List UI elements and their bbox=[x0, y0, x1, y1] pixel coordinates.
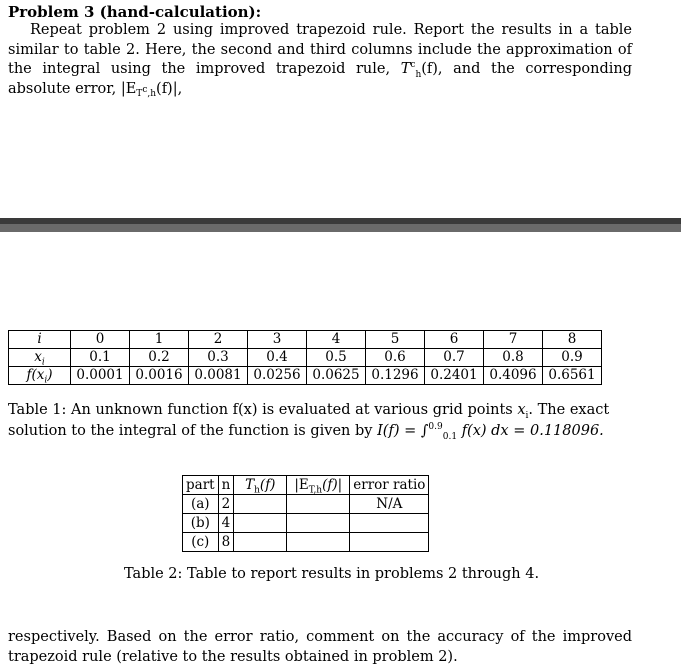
table-row: $x_i$ 0.1 0.2 0.3 0.4 0.5 0.6 0.7 0.8 0.9 bbox=[9, 349, 602, 367]
page-divider bbox=[0, 218, 681, 232]
results-table bbox=[182, 475, 429, 552]
table2-caption: Table 2: Table to report results in problems 2 through 4. bbox=[124, 566, 540, 582]
problem-title: Problem 3 (hand-calculation): bbox=[8, 3, 262, 21]
table-row: i 0 1 2 3 4 5 6 7 8 bbox=[9, 331, 602, 349]
problem-intro: Repeat problem 2 using improved trapezoid rule. Report the results in a table similar to table 2. Here, the second and third columns include the approximation of the integral using the improved trapezoid rule, $T^c_h(f)$, and the corresponding absolute error, $|E_{T^c,h}(f)|$, bbox=[8, 22, 632, 100]
table-row: part n $T_h(f)$ $|E_{T,h}(f)|$ error ratio bbox=[183, 476, 429, 495]
table1-caption: Table 1: An unknown function f(x) is evaluated at various grid points $x_i$. The exact solution to the integral of the function is given by I(f) = ∫$^{0.9}_{0.1}$ f(x) dx = 0.118096. bbox=[8, 402, 610, 442]
table-row: $f(x_i)$ 0.0001 0.0016 0.0081 0.0256 0.0625 0.1296 0.2401 0.4096 0.6561 bbox=[9, 367, 602, 385]
table-row: (a) 2 N/A bbox=[183, 495, 429, 514]
problem-closing: respectively. Based on the error ratio, comment on the accuracy of the improved trapezoid rule (relative to the results obtained in problem 2). bbox=[8, 629, 632, 665]
table-row: (b) 4 bbox=[183, 514, 429, 533]
table-row: (c) 8 bbox=[183, 533, 429, 552]
grid-values-table bbox=[8, 330, 602, 385]
